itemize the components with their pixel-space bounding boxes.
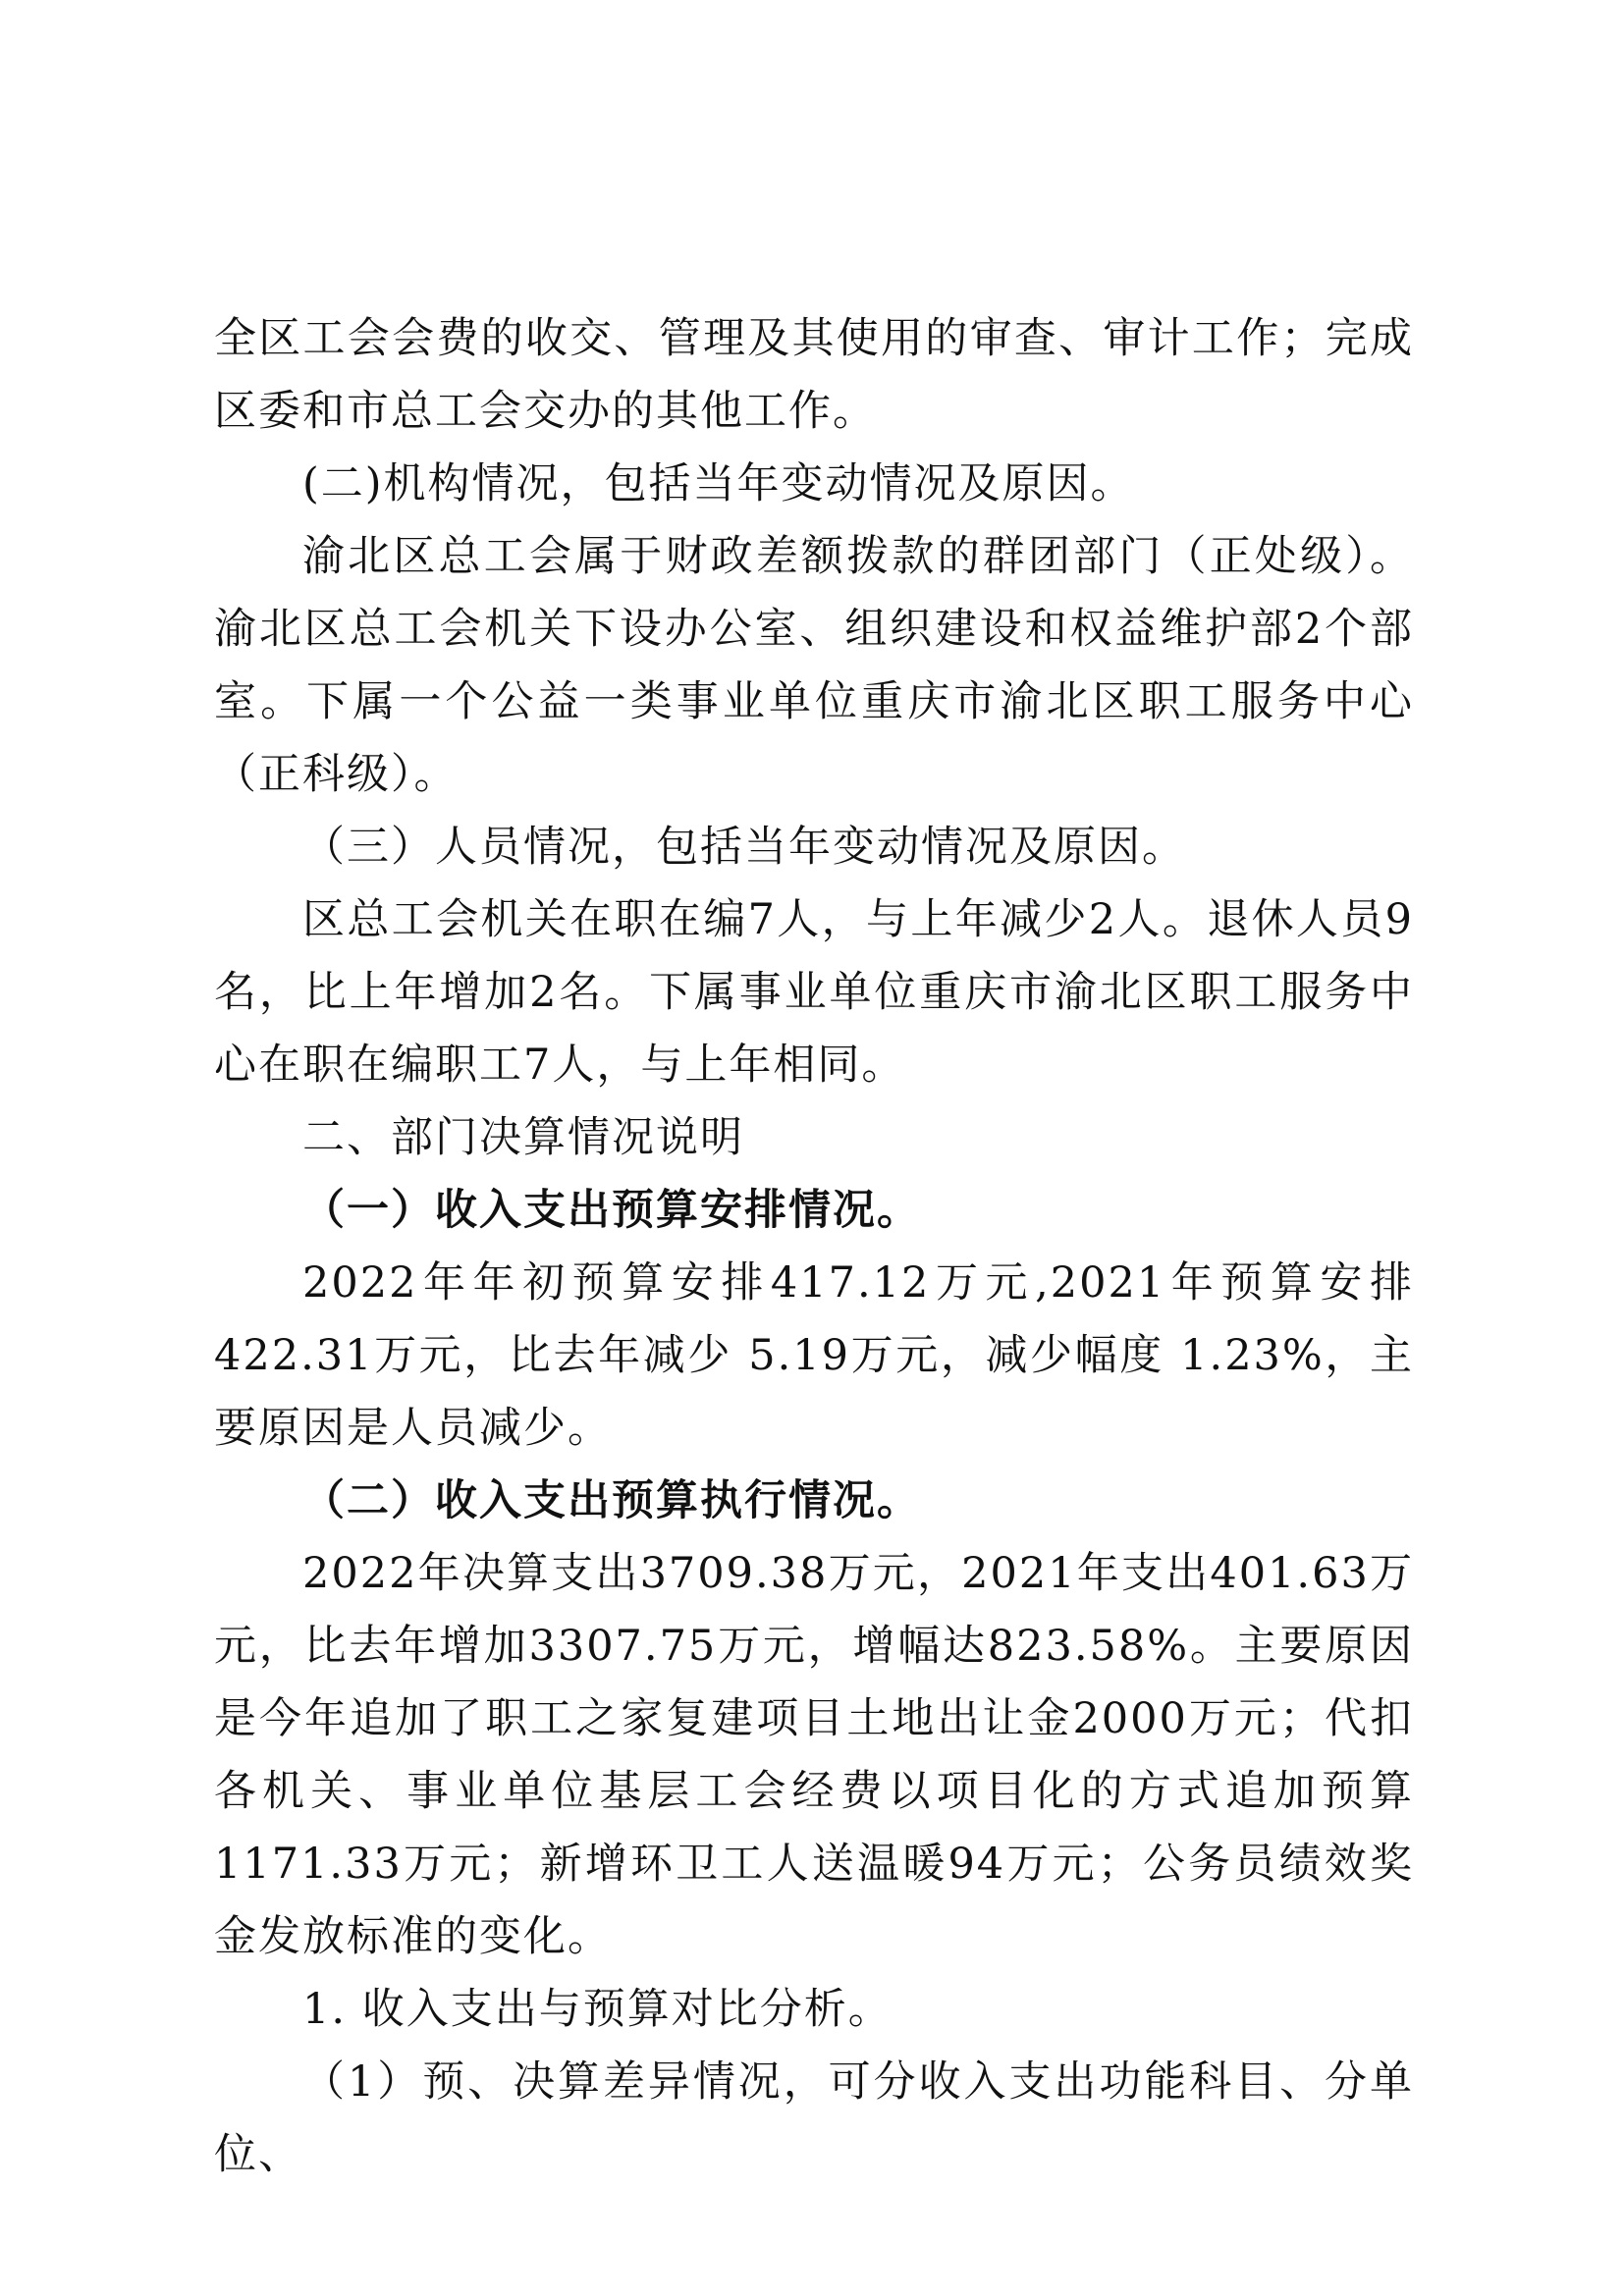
paragraph-budget-arrangement: 2022年年初预算安排417.12万元,2021年预算安排422.31万元，比去年减少 5.19万元，减少幅度 1.23%，主要原因是人员减少。	[214, 1258, 1414, 1453]
subheading-budget-arrangement: （一）收入支出预算安排情况。	[302, 1186, 921, 1235]
paragraph-org-heading: (二)机构情况，包括当年变动情况及原因。	[302, 459, 1135, 508]
paragraph-budget-execution: 2022年决算支出3709.38万元，2021年支出401.63万元，比去年增加3307.75万元，增幅达823.58%。主要原因是今年追加了职工之家复建项目土地出让金2000万元；代扣各机关、事业单位基层工会经费以项目化的方式追加预算1171.33万元；新增环卫工人送温暖94万元；公务员绩效奖金发放标准的变化。	[214, 1549, 1414, 1961]
subheading-budget-execution: （二）收入支出预算执行情况。	[302, 1476, 921, 1525]
subheading-comparison-analysis: 1. 收入支出与预算对比分析。	[302, 1985, 893, 2034]
section-heading-final-accounts: 二、部门决算情况说明	[302, 1113, 744, 1162]
paragraph-variance-intro: （1）预、决算差异情况，可分收入支出功能科目、分单位、	[214, 2057, 1414, 2179]
paragraph-org-description: 渝北区总工会属于财政差额拨款的群团部门（正处级）。渝北区总工会机关下设办公室、组织建设和权益维护部2个部室。下属一个公益一类事业单位重庆市渝北区职工服务中心（正科级）。	[214, 532, 1414, 799]
paragraph-staff-heading: （三）人员情况，包括当年变动情况及原因。	[302, 823, 1186, 872]
document-body	[214, 302, 1414, 2191]
paragraph-duties-continued: 全区工会会费的收交、管理及其使用的审查、审计工作；完成区委和市总工会交办的其他工作。	[214, 314, 1414, 436]
paragraph-staff-description: 区总工会机关在职在编7人，与上年减少2人。退休人员9名，比上年增加2名。下属事业单位重庆市渝北区职工服务中心在职在编职工7人，与上年相同。	[214, 895, 1414, 1090]
